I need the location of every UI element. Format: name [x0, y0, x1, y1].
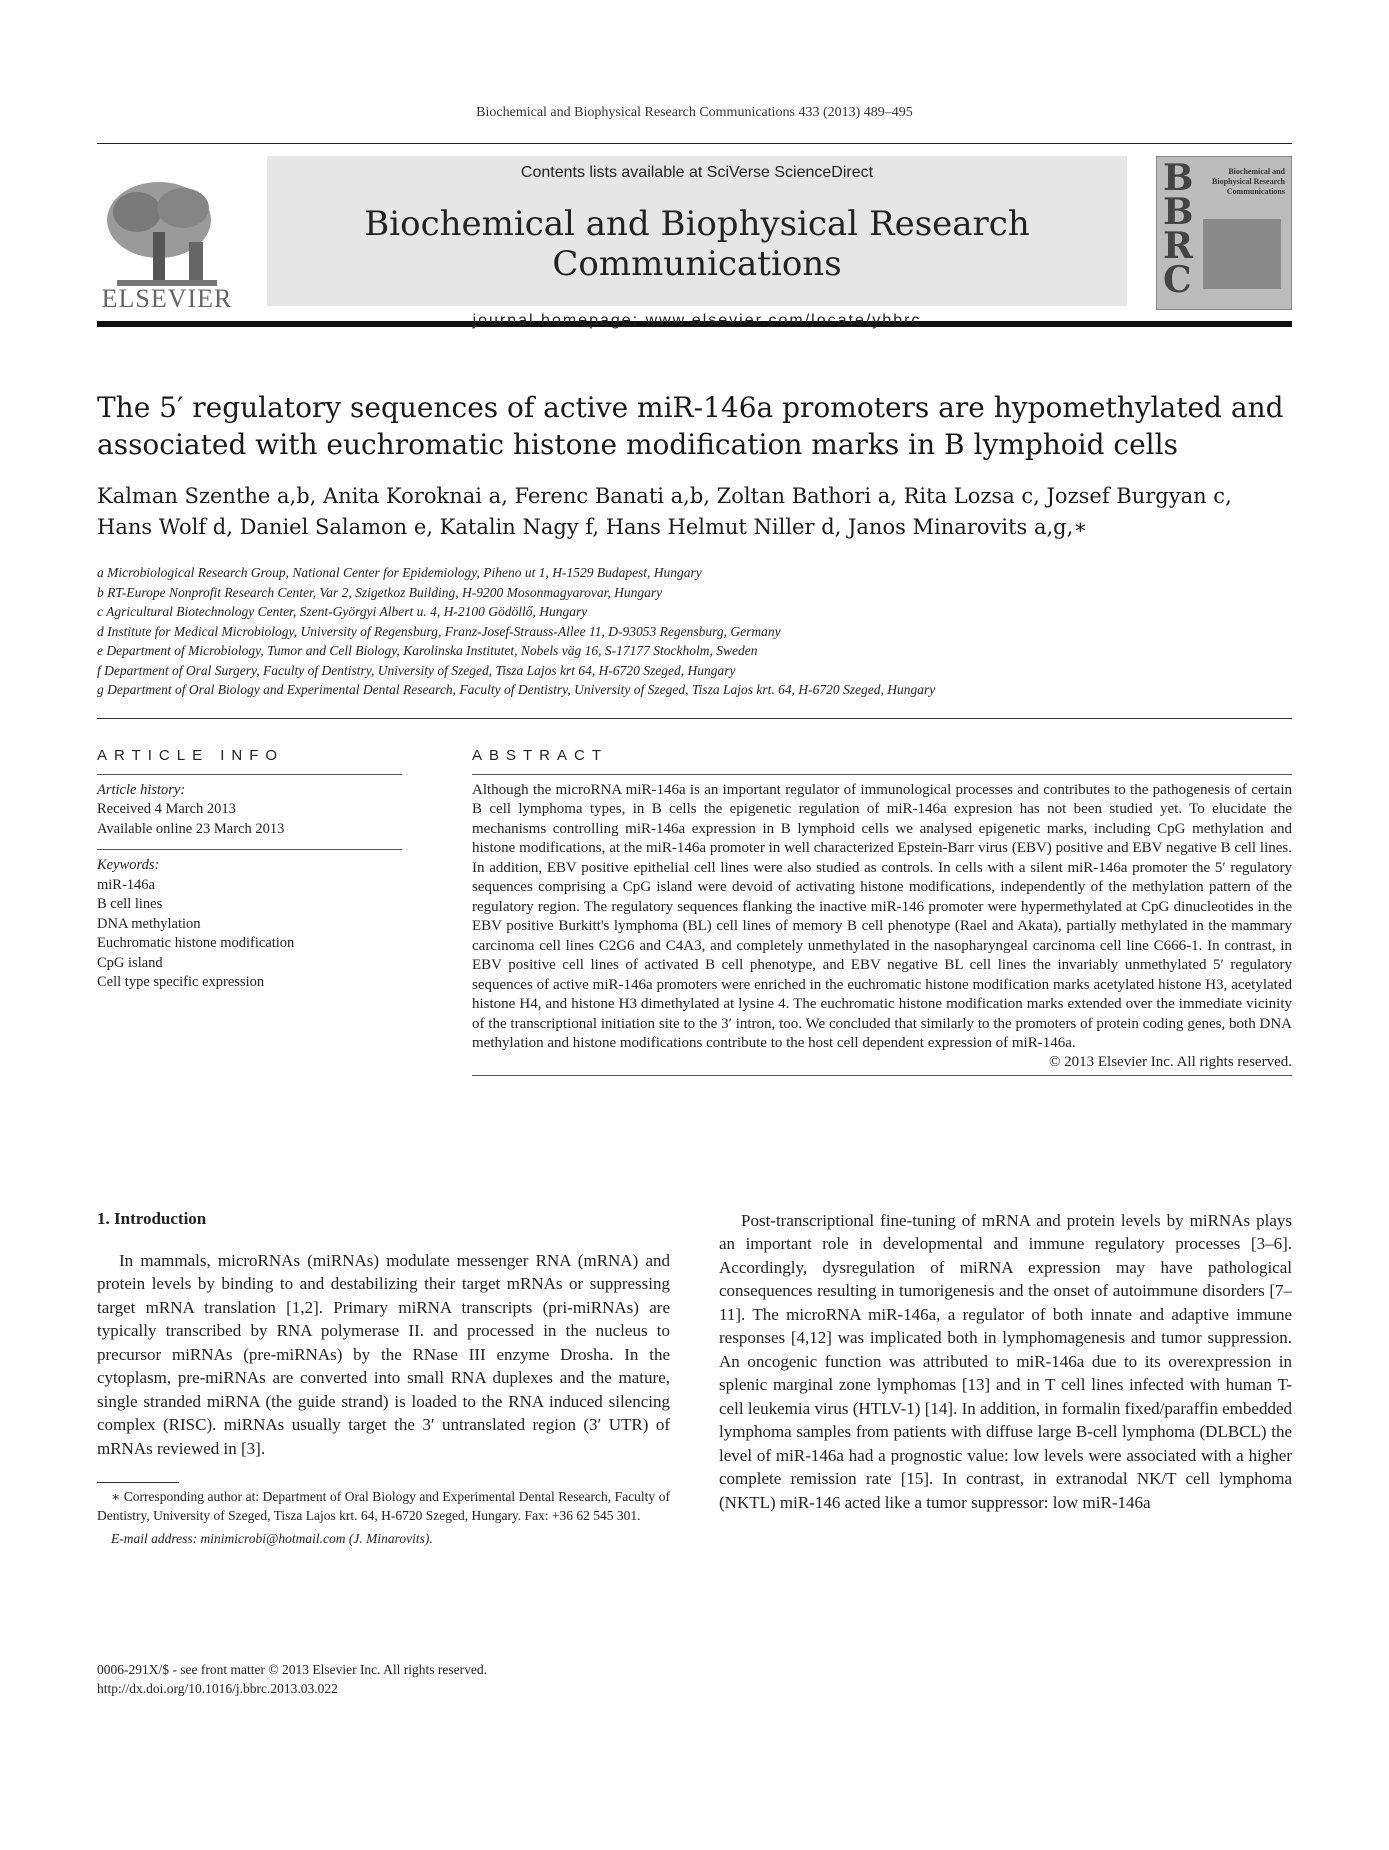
paragraph: Post-transcriptional fine-tuning of mRNA and protein levels by miRNAs plays an important role in developmental and immune regulatory processes [3–6]. Accordingly, dysregulation of miRNA expression may have pathological consequences resulting in tumorigenesis and the onset of autoimmune disorders [7–11]. The microRNA miR-146a, a regulator of both innate and adaptive immune responses [4,12] was implicated both in lymphomagenesis and tumor suppression. An oncogenic function was attributed to miR-146a due to its overexpression in splenic marginal zone lymphomas [13] and in T cell lines infected with human T-cell leukemia virus (HTLV-1) [14]. In addition, in formalin fixed/paraffin embedded lymphoma samples from patients with diffuse large B-cell lymphoma (DLBCL) the level of miR-146a had a prognostic value: low levels were associated with a higher complete remission rate [15]. In contrast, in extranodal NK/T cell lymphoma (NKTL) miR-146 acted like a tumor suppressor: low miR-146a [719, 1210, 1292, 1512]
affiliation: g Department of Oral Biology and Experimental Dental Research, Faculty of Dentistry, University of Szeged, Tisza Lajos krt. 64, H-6720 Szeged, Hungary [97, 682, 936, 697]
publisher-name: ELSEVIER [101, 284, 233, 313]
history-header: Article history: [97, 781, 186, 798]
article-info [97, 747, 402, 993]
keyword: B cell lines [97, 896, 163, 912]
received-date: Received 4 March 2013 [97, 801, 236, 817]
cover-image [1203, 219, 1281, 289]
authors-line: Hans Wolf d, Daniel Salamon e, Katalin Nagy f, Hans Helmut Niller d, Janos Minarovits a,g,∗ [97, 515, 1088, 539]
article-history [97, 781, 402, 840]
contents-line: Contents lists available at SciVerse ScienceDirect [520, 164, 874, 181]
cover-letter: B [1163, 157, 1194, 199]
footnote-rule [97, 1482, 179, 1483]
article-page [97, 0, 1292, 1696]
divider [472, 774, 1292, 775]
paragraph: In mammals, microRNAs (miRNAs) modulate messenger RNA (mRNA) and protein levels by binding to and destabilizing their target mRNAs or suppressing target mRNA translation [1,2]. Primary miRNA transcripts (pri-miRNAs) are typically transcribed by RNA polymerase II. and processed in the nucleus to precursor miRNAs (pre-miRNAs) by the RNase III enzyme Drosha. In the cytoplasm, pre-miRNAs are converted into small RNA duplexes and the mature, single stranded miRNA (the guide strand) is loaded to the RNA induced silencing complex (RISC). miRNAs usually target the 3′ untranslated region (3′ UTR) of mRNAs reviewed in [3]. [97, 1250, 670, 1458]
journal-title: Biochemical and Biophysical Research Communications [364, 204, 1030, 284]
journal-cover [1156, 156, 1292, 310]
affiliations [97, 563, 1292, 700]
divider [472, 1075, 1292, 1076]
cover-letter: C [1163, 259, 1192, 301]
copyright: © 2013 Elsevier Inc. All rights reserved. [1048, 1053, 1292, 1070]
abstract-label: ABSTRACT [472, 746, 609, 764]
affiliation: d Institute for Medical Microbiology, University of Regensburg, Franz-Josef-Strauss-Allee 11, D-93053 Regensburg, Germany [97, 623, 781, 639]
cover-title: Biochemical and Biophysical Research Communications [1212, 167, 1285, 196]
abstract [472, 747, 1292, 1076]
affiliation: f Department of Oral Surgery, Faculty of Dentistry, University of Szeged, Tisza Lajos krt 64, H-6720 Szeged, Hungary [97, 662, 736, 678]
divider [97, 774, 402, 775]
column-right [719, 1209, 1292, 1515]
online-date: Available online 23 March 2013 [97, 820, 285, 837]
article-info-label: ARTICLE INFO [97, 746, 285, 764]
affiliation: e Department of Microbiology, Tumor and Cell Biology, Karolinska Institutet, Nobels väg 16, S-17177 Stockholm, Sweden [97, 643, 758, 658]
keywords-header: Keywords: [97, 857, 160, 873]
article-title: The 5′ regulatory sequences of active miR-146a promoters are hypomethylated and associated with euchromatic histone modification marks in B lymphoid cells [97, 391, 1284, 461]
issn-line: 0006-291X/$ - see front matter © 2013 Elsevier Inc. All rights reserved. [97, 1662, 488, 1677]
journal-homepage: journal homepage: www.elsevier.com/locate/ybbrc [472, 312, 922, 329]
cover-letter: B [1163, 191, 1194, 233]
keyword: miR-146a [97, 876, 155, 893]
keyword: Euchromatic histone modification [97, 935, 295, 951]
affiliation: c Agricultural Biotechnology Center, Szent-Györgyi Albert u. 4, H-2100 Gödöllő, Hungary [97, 604, 588, 619]
top-rule [97, 143, 1292, 144]
keywords [97, 856, 402, 993]
corresponding-footnote: ∗ Corresponding author at: Department of Oral Biology and Experimental Dental Research, Faculty of Dentistry, University of Szeged, Tisza Lajos krt. 64, H-6720 Szeged, Hungary. Fax: +36 62 545 301. [97, 1489, 670, 1523]
email-footnote [97, 1529, 670, 1548]
author-list [97, 481, 1292, 543]
divider [97, 849, 402, 850]
affiliation: a Microbiological Research Group, National Center for Epidemiology, Piheno ut 1, H-1529 Budapest, Hungary [97, 565, 702, 580]
keyword: CpG island [97, 954, 163, 971]
section-heading: 1. Introduction [97, 1208, 207, 1228]
masthead [97, 156, 1292, 329]
abstract-text: Although the microRNA miR-146a is an important regulator of immunological processes and contributes to the pathogenesis of certain B cell lymphoma types, in B cells the epigenetic regulation of miR-146a expresion has not been studied yet. To elucidate the mechanisms controlling miR-146a expression in B lymphoid cells we analysed epigenetic marks, including CpG methylation and histone modifications, at the miR-146a promoter in well characterized Epstein-Barr virus (EBV) positive and EBV negative B cell lines. In addition, EBV positive epithelial cell lines were also studied as controls. In cells with a silent miR-146a promoter the 5′ regulatory sequences comprising a CpG island were devoid of activating histone modifications, independently of the methylation pattern of the regulatory region. The regulatory sequences flanking the inactive miR-146 promoter were hypermethylated at CpG dinucleotides in the EBV positive Burkitt's lymphoma (BL) cell lines of memory B cell phenotype (Rael and Akata), partially methylated in the mammary carcinoma cell lines C2G6 and C4A3, and completely unmethylated in the nasopharyngeal carcinoma cell line C666-1. In contrast, in EBV positive cell lines of activated B cell phenotype, and EBV negative BL cell lines the invariably unmethylated 5′ regulatory sequences of active miR-146a promoters were enriched in the euchromatic histone modification marks acetylated histone H3, acetylated histone H4, and histone H3 dimethylated at lysine 4. The euchromatic histone modification marks extended over the immediate vicinity of the transcriptional initiation site to the 3′ intron, too. We concluded that similarly to the promoters of protein coding genes, both DNA methylation and histone modifications contribute to the host cell dependent expression of miR-146a. [472, 781, 1292, 1051]
cover-letter: R [1163, 225, 1193, 267]
keyword: Cell type specific expression [97, 974, 265, 990]
authors-line: Kalman Szenthe a,b, Anita Koroknai a, Ferenc Banati a,b, Zoltan Bathori a, Rita Lozsa c, Jozsef Burgyan c, [97, 484, 1232, 508]
affiliation: b RT-Europe Nonprofit Research Center, Var 2, Szigetkoz Building, H-9200 Mosonmagyarovar, Hungary [97, 584, 663, 600]
running-head: Biochemical and Biophysical Research Communications 433 (2013) 489–495 [476, 105, 913, 120]
keyword: DNA methylation [97, 915, 201, 932]
doi-link[interactable]: http://dx.doi.org/10.1016/j.bbrc.2013.03.022 [97, 1681, 338, 1696]
cover-letters [1163, 157, 1194, 301]
email-text[interactable]: E-mail address: minimicrobi@hotmail.com (J. Minarovits). [111, 1531, 433, 1546]
section-rule [97, 718, 1292, 719]
journal-banner [267, 156, 1127, 329]
info-abstract-block [97, 747, 1292, 1207]
page-footer [97, 1660, 487, 1698]
column-left [97, 1209, 670, 1549]
